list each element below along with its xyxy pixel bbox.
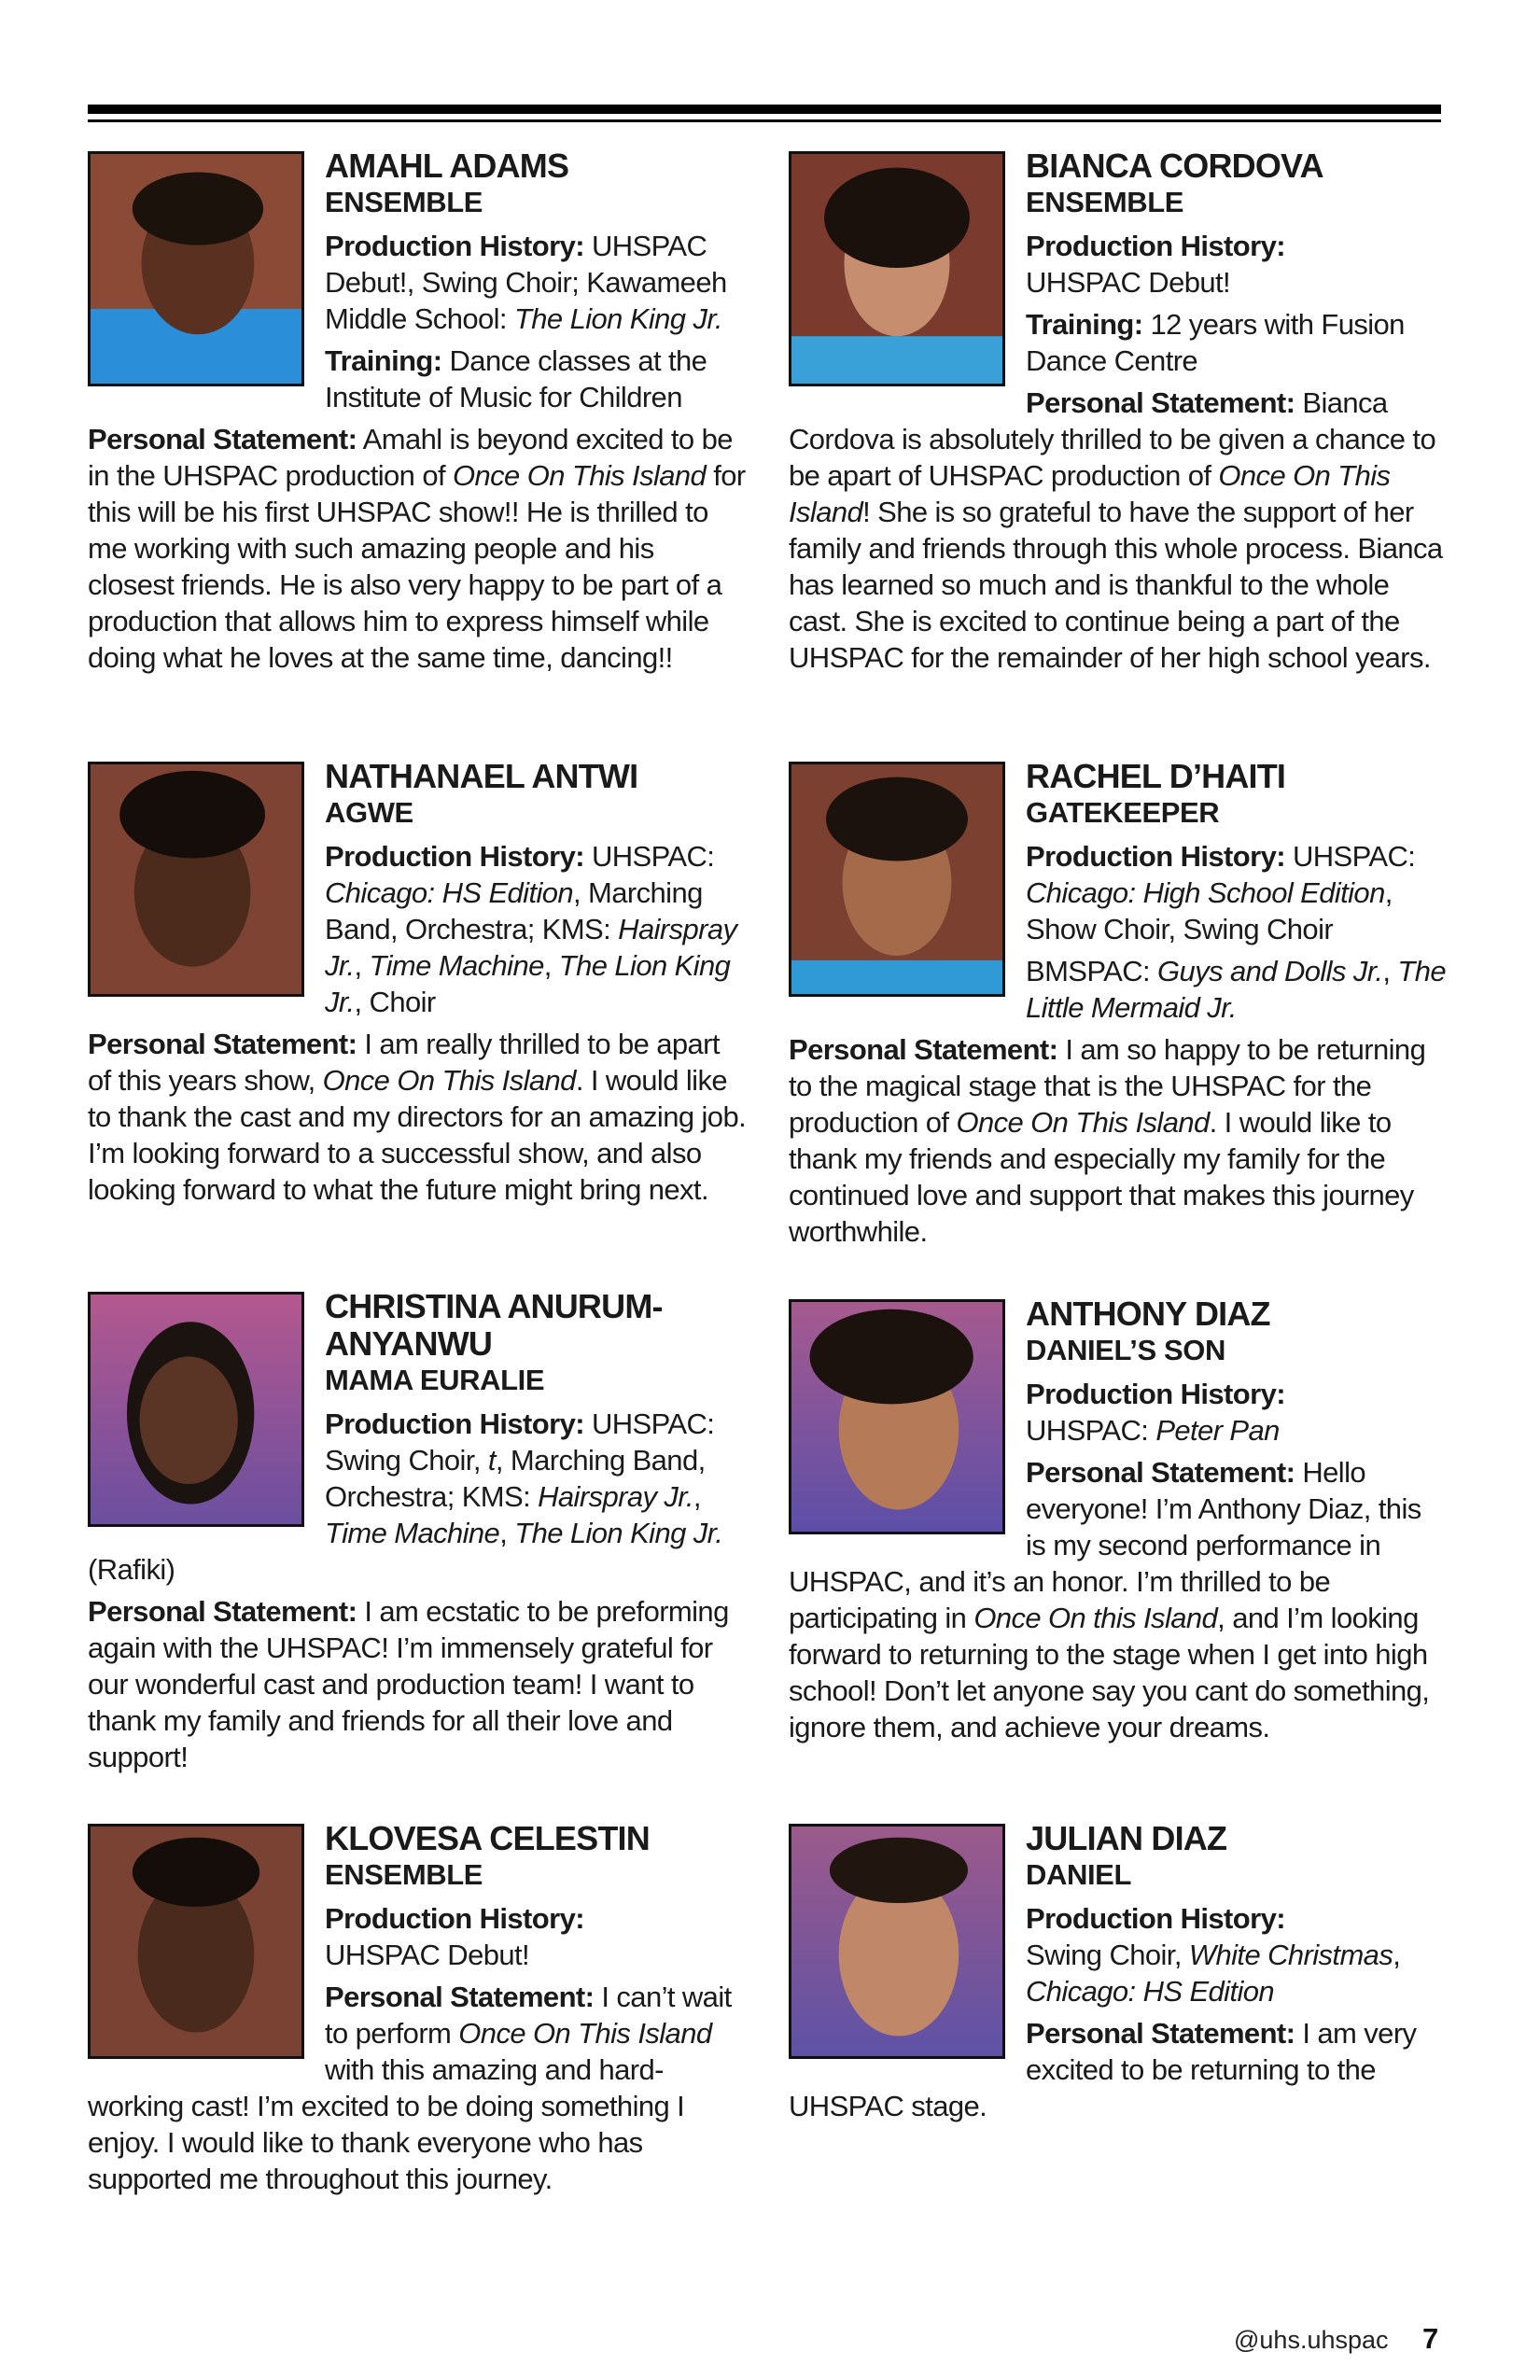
cast-name: ANTHONY DIAZ: [1026, 1295, 1270, 1333]
cast-role: GATEKEEPER: [1026, 796, 1220, 829]
headshot-photo: [789, 1824, 1005, 2059]
cast-name: KLOVESA CELESTIN: [325, 1819, 650, 1857]
cast-name: JULIAN DIAZ: [1026, 1819, 1227, 1857]
cast-name: NATHANAEL ANTWI: [325, 757, 638, 795]
bio-anthony-diaz: [789, 1295, 1448, 1745]
bio-julian-diaz: [789, 1820, 1448, 2124]
cast-role: AGWE: [325, 796, 413, 829]
headshot-photo: [789, 762, 1005, 997]
personal-statement: Personal Statement: I am so happy to be returning to the magical stage that is the UHSPAC for the production of Once On This Island. I would like to thank my friends and especially my family for the continued love and support that makes this journey worthwhile.: [789, 1033, 1426, 1248]
personal-statement: Personal Statement: Amahl is beyond excited to be in the UHSPAC production of Once On This Island for this will be his first UHSPAC show!! He is thrilled to me working with such amazing people and his closest friends. He is also very happy to be part of a production that allows him to express himself while doing what he loves at the same time, dancing!!: [88, 423, 746, 674]
personal-statement: Personal Statement: Bianca Cordova is absolutely thrilled to be given a chance to be apart of UHSPAC production of Once On This Island! She is so grateful to have the support of her family and friends through this whole process. Bianca has learned so much and is thankful to the whole cast. She is excited to continue being a part of the UHSPAC for the remainder of her high school years.: [789, 386, 1443, 674]
personal-statement: Personal Statement: Hello everyone! I’m Anthony Diaz, this is my second performance in UHSPAC, and it’s an honor. I’m thrilled to be participating in Once On this Island, and I’m looking forward to returning to the stage when I get into high school! Don’t let anyone say you cant do something, ignore them, and achieve your dreams.: [789, 1456, 1430, 1743]
header-rule-thick: [88, 105, 1441, 114]
production-history: Production History: UHSPAC: Chicago: HS Edition, Marching Band, Orchestra; KMS: Hairspray Jr., Time Machine, The Lion King Jr., Choir: [325, 840, 737, 1018]
bio-amahl-adams: [88, 147, 747, 676]
social-handle: @uhs.uhspac: [1234, 2326, 1389, 2354]
bio-klovesa-celestin: [88, 1820, 747, 2197]
cast-name: BIANCA CORDOVA: [1026, 147, 1323, 185]
headshot-photo: [789, 1299, 1005, 1534]
headshot-photo: [88, 1824, 304, 2059]
headshot-photo: [88, 762, 304, 997]
cast-name: CHRISTINA ANURUM-ANYANWU: [325, 1287, 663, 1363]
cast-role: MAMA EURALIE: [325, 1364, 545, 1396]
training: Training: 12 years with Fusion Dance Centre: [1026, 308, 1405, 377]
bio-bianca-cordova: [789, 147, 1448, 676]
headshot-photo: [88, 1292, 304, 1527]
page-number: 7: [1422, 2322, 1439, 2355]
production-history: Production History: UHSPAC: Swing Choir, t, Marching Band, Orchestra; KMS: Hairspray Jr., Time Machine, The Lion King Jr. (Rafiki): [88, 1407, 723, 1586]
bio-rachel-dhaiti: [789, 758, 1448, 1250]
cast-name: RACHEL D’HAITI: [1026, 757, 1286, 795]
production-history: Production History: Swing Choir, White Christmas, Chicago: HS Edition: [1026, 1902, 1401, 2008]
production-history: Production History: UHSPAC Debut!, Swing Choir; Kawameeh Middle School: The Lion King Jr.: [325, 230, 727, 335]
production-history-continued: BMSPAC: Guys and Dolls Jr., The Little Mermaid Jr.: [1026, 955, 1447, 1024]
headshot-photo: [88, 151, 304, 386]
cast-role: ENSEMBLE: [1026, 186, 1184, 218]
personal-statement: Personal Statement: I am very excited to be returning to the UHSPAC stage.: [789, 2017, 1417, 2122]
headshot-photo: [789, 151, 1005, 386]
production-history: Production History: UHSPAC Debut!: [1026, 230, 1285, 299]
training: Training: Dance classes at the Institute of Music for Children: [325, 344, 707, 413]
header-rule-thin: [88, 119, 1441, 122]
cast-role: DANIEL: [1026, 1858, 1131, 1891]
cast-role: ENSEMBLE: [325, 186, 483, 218]
production-history: Production History: UHSPAC Debut!: [325, 1902, 584, 1971]
production-history: Production History: UHSPAC: Peter Pan: [1026, 1378, 1285, 1447]
cast-role: ENSEMBLE: [325, 1858, 483, 1891]
personal-statement: Personal Statement: I am ecstatic to be preforming again with the UHSPAC! I’m immensely grateful for our wonderful cast and production team! I want to thank my family and friends for all their love and support!: [88, 1595, 729, 1773]
bio-christina-anurum-anyanwu: [88, 1288, 747, 1775]
personal-statement: Personal Statement: I can’t wait to perform Once On This Island with this amazing and hard-working cast! I’m excited to be doing something I enjoy. I would like to thank everyone who has supported me throughout this journey.: [88, 1981, 732, 2195]
cast-name: AMAHL ADAMS: [325, 147, 569, 185]
cast-role: DANIEL’S SON: [1026, 1334, 1225, 1366]
personal-statement: Personal Statement: I am really thrilled to be apart of this years show, Once On This Island. I would like to thank the cast and my directors for an amazing job. I’m looking forward to a successful show, and also looking forward to what the future might bring next.: [88, 1028, 747, 1206]
production-history: Production History: UHSPAC: Chicago: High School Edition, Show Choir, Swing Choir: [1026, 840, 1416, 945]
bio-nathanael-antwi: [88, 758, 747, 1208]
